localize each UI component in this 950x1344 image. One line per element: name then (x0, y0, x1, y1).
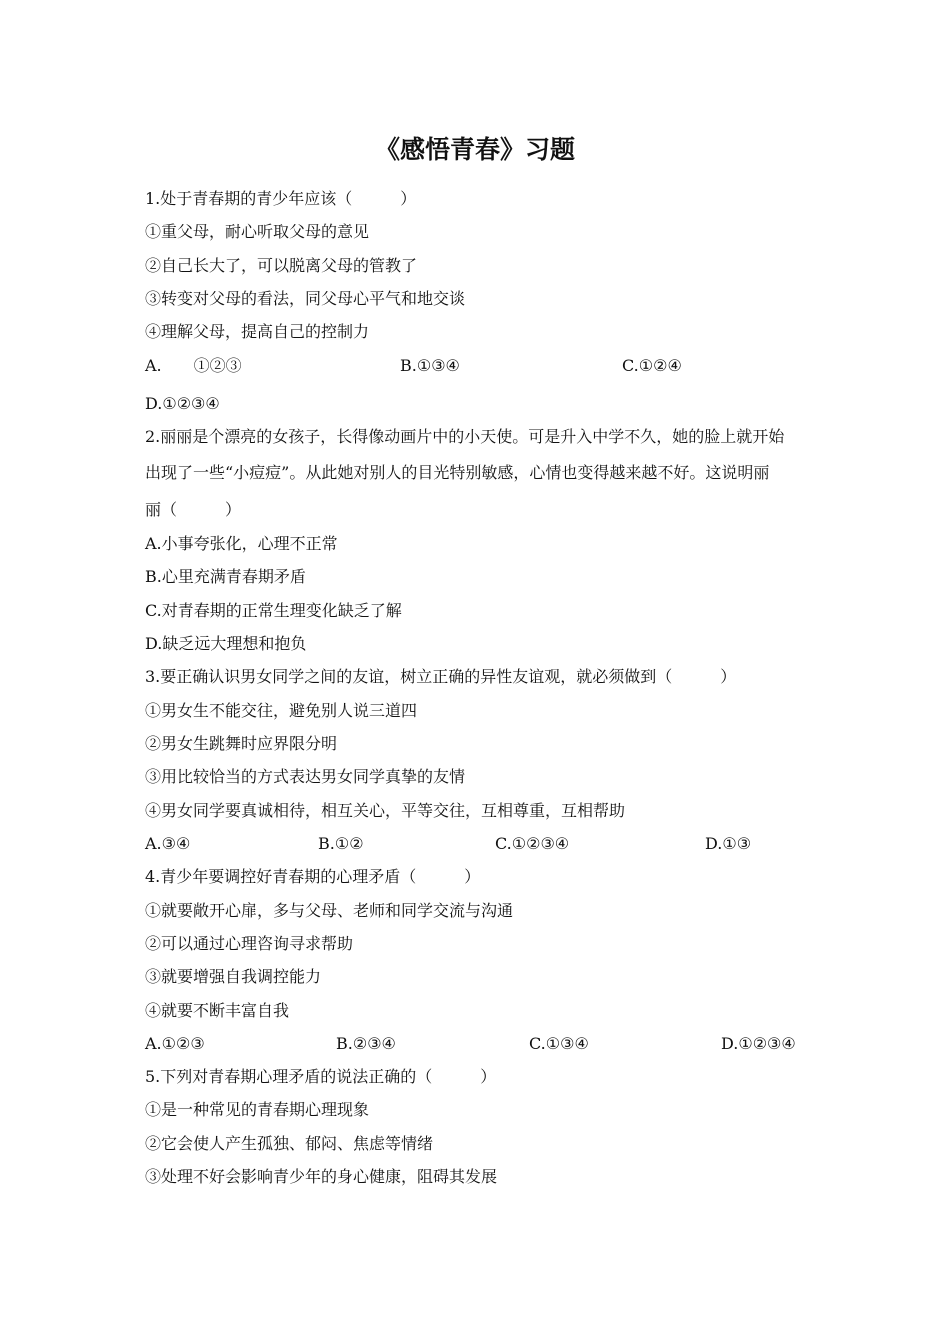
question-2-stem-line-1: 2.丽丽是个漂亮的女孩子，长得像动画片中的小天使。可是升入中学不久，她的脸上就开始 (145, 427, 785, 446)
question-1-option-a: A. ①②③ (145, 356, 242, 375)
question-4-option-d: D.①②③④ (721, 1034, 796, 1053)
question-3-item-4: ④男女同学要真诚相待，相互关心，平等交往，互相尊重，互相帮助 (145, 801, 626, 820)
question-1-stem: 1.处于青春期的青少年应该（ ） (145, 189, 417, 208)
question-3-item-2: ②男女生跳舞时应界限分明 (145, 734, 338, 753)
question-5-item-2: ②它会使人产生孤独、郁闷、焦虑等情绪 (145, 1134, 434, 1153)
question-1-option-c: C.①②④ (622, 356, 682, 375)
question-3-stem: 3.要正确认识男女同学之间的友谊，树立正确的异性友谊观，就必须做到（ ） (145, 667, 737, 686)
question-2-option-c: C.对青春期的正常生理变化缺乏了解 (145, 601, 402, 620)
question-1-option-b: B.①③④ (400, 356, 460, 375)
question-2-option-b: B.心里充满青春期矛盾 (145, 567, 306, 586)
question-4-option-b: B.②③④ (336, 1034, 396, 1053)
question-3-option-c: C.①②③④ (495, 834, 570, 853)
question-2-stem-line-2: 出现了一些“小痘痘”。从此她对别人的目光特别敏感，心情也变得越来越不好。这说明丽 (145, 463, 770, 482)
question-4-item-2: ②可以通过心理咨询寻求帮助 (145, 934, 354, 953)
question-1-item-4: ④理解父母，提高自己的控制力 (145, 322, 370, 341)
question-4-item-1: ①就要敞开心扉，多与父母、老师和同学交流与沟通 (145, 901, 514, 920)
question-3-option-b: B.①② (318, 834, 364, 853)
question-2-option-d: D.缺乏远大理想和抱负 (145, 634, 307, 653)
question-2-stem-line-3: 丽（ ） (145, 500, 242, 519)
document-title: 《感悟青春》习题 (374, 135, 575, 164)
question-1-item-1: ①重父母，耐心听取父母的意见 (145, 222, 370, 241)
question-3-item-3: ③用比较恰当的方式表达男女同学真挚的友情 (145, 767, 466, 786)
question-3-item-1: ①男女生不能交往，避免别人说三道四 (145, 701, 418, 720)
question-4-item-3: ③就要增强自我调控能力 (145, 967, 322, 986)
question-5-item-1: ①是一种常见的青春期心理现象 (145, 1100, 370, 1119)
question-4-option-a: A.①②③ (145, 1034, 205, 1053)
question-1-item-2: ②自己长大了，可以脱离父母的管教了 (145, 256, 418, 275)
question-2-option-a: A.小事夸张化，心理不正常 (145, 534, 338, 553)
question-3-option-d: D.①③ (705, 834, 752, 853)
question-4-option-c: C.①③④ (529, 1034, 589, 1053)
question-5-stem: 5.下列对青春期心理矛盾的说法正确的（ ） (145, 1067, 497, 1086)
question-1-item-3: ③转变对父母的看法，同父母心平气和地交谈 (145, 289, 466, 308)
question-4-stem: 4.青少年要调控好青春期的心理矛盾（ ） (145, 867, 481, 886)
question-1-option-d: D.①②③④ (145, 394, 220, 413)
question-5-item-3: ③处理不好会影响青少年的身心健康，阻碍其发展 (145, 1167, 498, 1186)
question-4-item-4: ④就要不断丰富自我 (145, 1001, 290, 1020)
question-3-option-a: A.③④ (145, 834, 191, 853)
